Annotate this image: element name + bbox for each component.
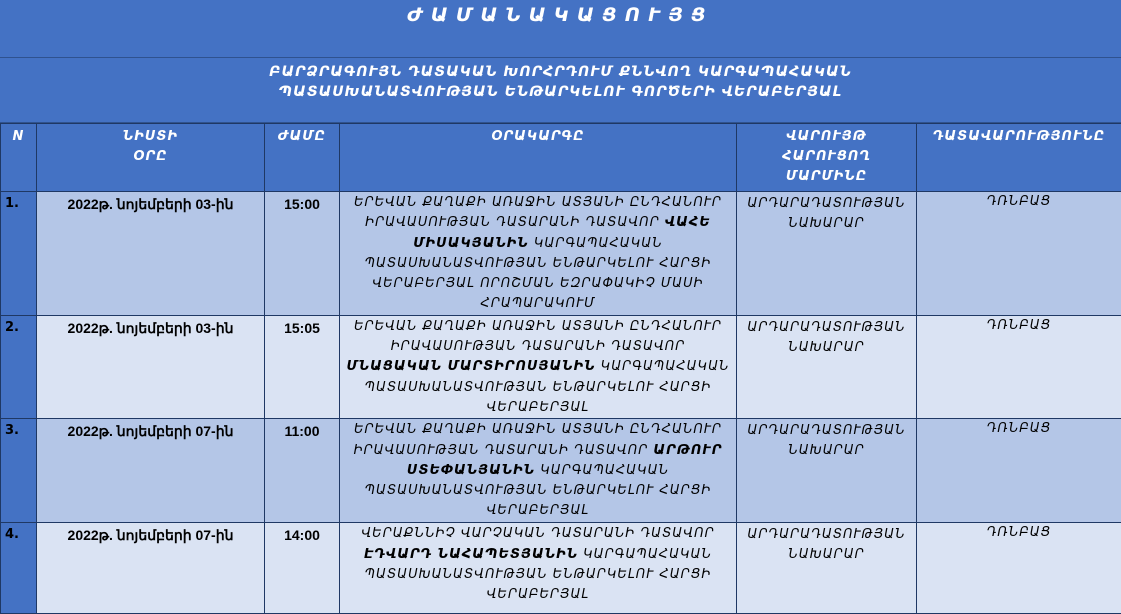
row-time: 14:00 <box>265 523 340 614</box>
subtitle-line-2: ՊԱՏԱՍԽԱՆԱՏՎՈՒԹՅԱՆ ԵՆԹԱՐԿԵԼՈՒ ԳՈՐԾԵՐԻ ՎԵՐԱԲԵՐՅԱԼ <box>0 82 1121 102</box>
header-agenda: ՕՐԱԿԱՐԳԸ <box>340 124 737 192</box>
table-header-row <box>1 124 1121 192</box>
header-number: N <box>1 124 37 192</box>
table-row <box>1 315 1121 418</box>
row-agenda: ԵՐԵՎԱՆ ՔԱՂԱՔԻ ԱՌԱՋԻՆ ԱՏՅԱՆԻ ԸՆԴՀԱՆՈՒՐ ԻՐԱՎԱՍՈՒԹՅԱՆ ԴԱՏԱՐԱՆԻ ԴԱՏԱՎՈՐ ԱՐԹՈՒՐ ՍՏԵՓԱՆՅԱՆԻՆ ԿԱՐԳԱՊԱՀԱԿԱՆ ՊԱՏԱՍԽԱՆԱՏՎՈՒԹՅԱՆ ԵՆԹԱՐԿԵԼՈՒ ՀԱՐՑԻ ՎԵՐԱԲԵՐՅԱԼ <box>340 419 737 523</box>
row-proceedings: ԴՌՆԲԱՑ <box>917 419 1121 523</box>
judge-name: ՎԱՀԵ ՄԻՍԱԿՅԱՆԻՆ <box>413 215 711 250</box>
row-time: 15:00 <box>265 192 340 316</box>
row-date: 2022թ. նոյեմբերի 03-ին <box>37 192 265 316</box>
row-agenda: ԵՐԵՎԱՆ ՔԱՂԱՔԻ ԱՌԱՋԻՆ ԱՏՅԱՆԻ ԸՆԴՀԱՆՈՒՐ ԻՐԱՎԱՍՈՒԹՅԱՆ ԴԱՏԱՐԱՆԻ ԴԱՏԱՎՈՐ ՄՆԱՑԱԿԱՆ ՄԱՐՏԻՐՈՍՅԱՆԻՆ ԿԱՐԳԱՊԱՀԱԿԱՆ ՊԱՏԱՍԽԱՆԱՏՎՈՒԹՅԱՆ ԵՆԹԱՐԿԵԼՈՒ ՀԱՐՑԻ ՎԵՐԱԲԵՐՅԱԼ <box>340 315 737 418</box>
table-row <box>1 192 1121 316</box>
row-time: 11:00 <box>265 419 340 523</box>
subtitle-line-1: ԲԱՐՁՐԱԳՈՒՅՆ ԴԱՏԱԿԱՆ ԽՈՐՀՐԴՈՒՄ ՔՆՆՎՈՂ ԿԱՐԳԱՊԱՀԱԿԱՆ <box>0 58 1121 82</box>
row-initiating-body: ԱՐԴԱՐԱԴԱՏՈՒԹՅԱՆ ՆԱԽԱՐԱՐ <box>737 523 917 614</box>
row-agenda: ՎԵՐԱՔՆՆԻՉ ՎԱՐՉԱԿԱՆ ԴԱՏԱՐԱՆԻ ԴԱՏԱՎՈՐ ԷԴՎԱՐԴ ՆԱՀԱՊԵՏՅԱՆԻՆ ԿԱՐԳԱՊԱՀԱԿԱՆ ՊԱՏԱՍԽԱՆԱՏՎՈՒԹՅԱՆ ԵՆԹԱՐԿԵԼՈՒ ՀԱՐՑԻ ՎԵՐԱԲԵՐՅԱԼ <box>340 523 737 614</box>
row-number: 3. <box>1 419 37 523</box>
row-proceedings: ԴՌՆԲԱՑ <box>917 192 1121 316</box>
row-initiating-body: ԱՐԴԱՐԱԴԱՏՈՒԹՅԱՆ ՆԱԽԱՐԱՐ <box>737 315 917 418</box>
row-number: 1. <box>1 192 37 316</box>
row-number: 2. <box>1 315 37 418</box>
header-proceedings: ԴԱՏԱՎԱՐՈՒԹՅՈՒՆԸ <box>917 124 1121 192</box>
schedule-title: ԺԱՄԱՆԱԿԱՑՈՒՅՑ <box>407 4 713 26</box>
row-date: 2022թ. նոյեմբերի 07-ին <box>37 419 265 523</box>
row-number: 4. <box>1 523 37 614</box>
row-agenda: ԵՐԵՎԱՆ ՔԱՂԱՔԻ ԱՌԱՋԻՆ ԱՏՅԱՆԻ ԸՆԴՀԱՆՈՒՐ ԻՐԱՎԱՍՈՒԹՅԱՆ ԴԱՏԱՐԱՆԻ ԴԱՏԱՎՈՐ ՎԱՀԵ ՄԻՍԱԿՅԱՆԻՆ ԿԱՐԳԱՊԱՀԱԿԱՆ ՊԱՏԱՍԽԱՆԱՏՎՈՒԹՅԱՆ ԵՆԹԱՐԿԵԼՈՒ ՀԱՐՑԻ ՎԵՐԱԲԵՐՅԱԼ ՈՐՈՇՄԱՆ ԵԶՐԱՓԱԿԻՉ ՄԱՍԻ ՀՐԱՊԱՐԱԿՈՒՄ <box>340 192 737 316</box>
row-date: 2022թ. նոյեմբերի 07-ին <box>37 523 265 614</box>
judge-name: ԷԴՎԱՐԴ ՆԱՀԱՊԵՏՅԱՆԻՆ <box>364 547 578 562</box>
row-time: 15:05 <box>265 315 340 418</box>
table-row <box>1 419 1121 523</box>
header-time: ԺԱՄԸ <box>265 124 340 192</box>
row-proceedings: ԴՌՆԲԱՑ <box>917 523 1121 614</box>
judge-name: ՄՆԱՑԱԿԱՆ ՄԱՐՏԻՐՈՍՅԱՆԻՆ <box>346 359 595 374</box>
header-session-date: ՆԻՍՏԻ ՕՐԸ <box>37 124 265 192</box>
schedule-title-bar <box>0 0 1121 58</box>
schedule-subtitle-bar <box>0 58 1121 123</box>
row-date: 2022թ. նոյեմբերի 03-ին <box>37 315 265 418</box>
row-initiating-body: ԱՐԴԱՐԱԴԱՏՈՒԹՅԱՆ ՆԱԽԱՐԱՐ <box>737 192 917 316</box>
row-proceedings: ԴՌՆԲԱՑ <box>917 315 1121 418</box>
table-row <box>1 523 1121 614</box>
row-initiating-body: ԱՐԴԱՐԱԴԱՏՈՒԹՅԱՆ ՆԱԽԱՐԱՐ <box>737 419 917 523</box>
schedule-table <box>0 123 1121 614</box>
judge-name: ԱՐԹՈՒՐ ՍՏԵՓԱՆՅԱՆԻՆ <box>407 443 722 478</box>
header-initiating-body: ՎԱՐՈՒՅԹ ՀԱՐՈՒՑՈՂ ՄԱՐՄԻՆԸ <box>737 124 917 192</box>
